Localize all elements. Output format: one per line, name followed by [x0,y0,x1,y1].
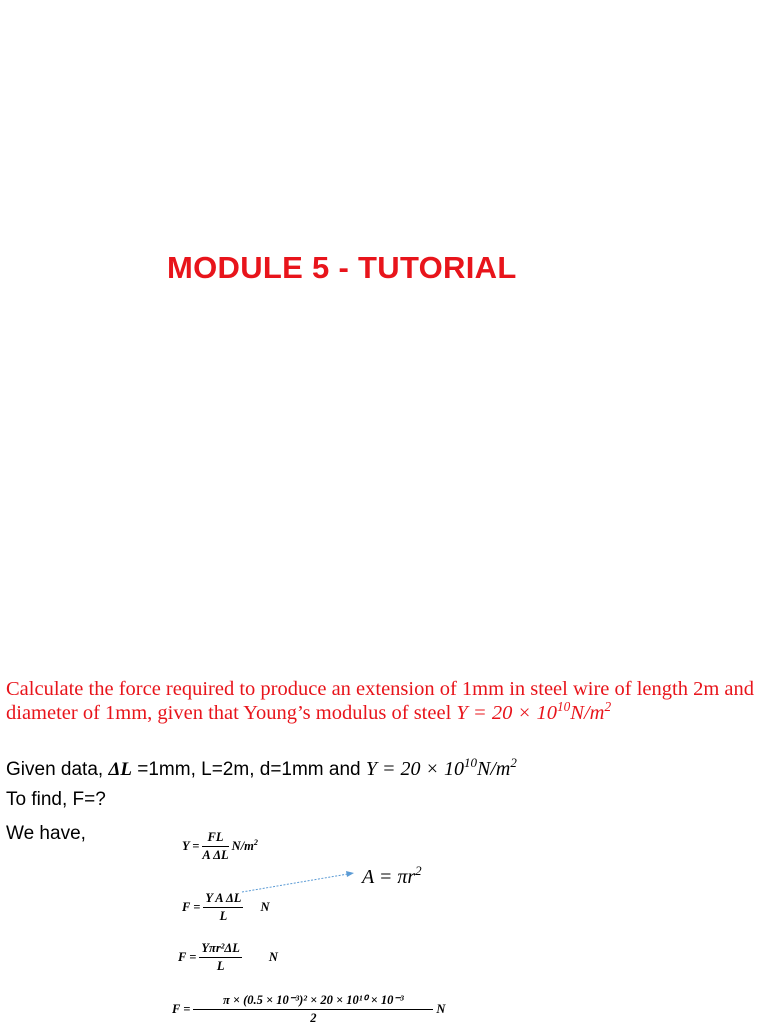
force-equation-3: F = $\frac{\text{π × (0.5 × 10⁻³)² × 20 × 10¹⁰ × 10⁻³}}{2}$ N [172,993,446,1025]
youngs-modulus-equation: Y = $\frac{FL}{\text{A ΔL}}$ $N/m^2$ [182,830,258,862]
problem-statement [6,677,764,725]
we-have: We have, [6,823,86,844]
problem-text: Calculate the force required to produce an extension of 1mm in steel wire of length 2m and diameter of 1mm, given that Young’s modulus of steel [6,678,754,724]
slide-title: MODULE 5 - TUTORIAL [167,250,517,285]
to-find: To find, F=? [6,789,106,810]
area-formula: $A = \pi r^2$ [362,863,422,888]
force-equation-2: F = $\frac{\text{Yπr²ΔL}}{L}$ N [178,941,278,973]
given-data: Given data, ΔL =1mm, L=2m, d=1mm and $Y = 20 \times 10^{10}N/m^2$ [6,755,517,780]
youngs-modulus-value: $Y = 20 \times 10^{10}N/m^2$ [456,699,612,724]
force-equation-1: F = $\frac{\text{Y A ΔL}}{L}$ N [182,891,270,923]
